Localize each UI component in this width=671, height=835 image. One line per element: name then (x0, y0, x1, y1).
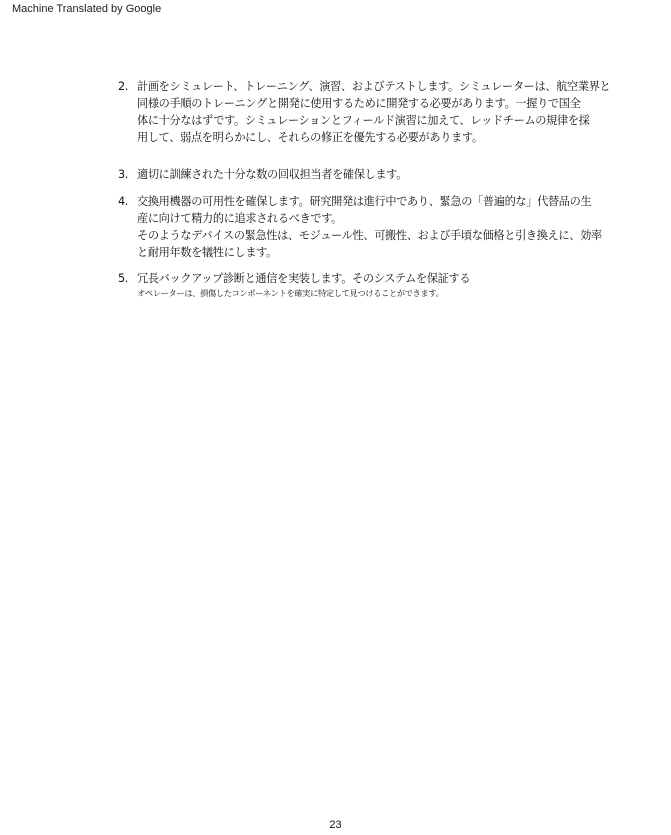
item-number: 2. (118, 80, 128, 93)
list-item-4 (118, 193, 602, 261)
item-text-line: と耐用年数を犠牲にします。 (137, 246, 277, 259)
item-text-line-small: オペレーターは、損傷したコンポーネントを確実に特定して見つけることができます。 (137, 288, 444, 298)
document-body (118, 78, 611, 300)
item-text-line: 用して、弱点を明らかにし、それらの修正を優先する必要があります。 (137, 131, 483, 144)
list-item-3 (118, 166, 588, 183)
item-text-line: 交換用機器の可用性を確保します。研究開発は進行中であり、緊急の「普遍的な」代替品の生 (137, 195, 592, 208)
page-number: 23 (329, 819, 342, 831)
item-number: 3. (118, 168, 128, 181)
list-item-2 (118, 78, 611, 146)
item-number: 5. (118, 272, 128, 285)
machine-translation-banner: Machine Translated by Google (12, 3, 162, 15)
item-number: 4. (118, 195, 128, 208)
item-text-line: そのようなデバイスの緊急性は、モジュール性、可搬性、および手頃な価格と引き換えに、効率 (137, 229, 602, 242)
item-text-line: 適切に訓練された十分な数の回収担当者を確保します。 (137, 168, 408, 181)
item-text-line: 冗長バックアップ診断と通信を実装します。そのシステムを保証する (137, 272, 471, 285)
item-text-line: 同様の手順のトレーニングと開発に使用するために開発する必要があります。一握りで国全 (137, 97, 581, 110)
item-text-line: 体に十分なはずです。シミュレーションとフィールド演習に加えて、レッドチームの規律を採 (137, 114, 590, 127)
list-item-5 (118, 270, 588, 300)
item-text-line: 産に向けて精力的に追求されるべきです。 (137, 212, 343, 225)
item-text-line: 計画をシミュレート、トレーニング、演習、およびテストします。シミュレーターは、航空業界と (137, 80, 611, 93)
